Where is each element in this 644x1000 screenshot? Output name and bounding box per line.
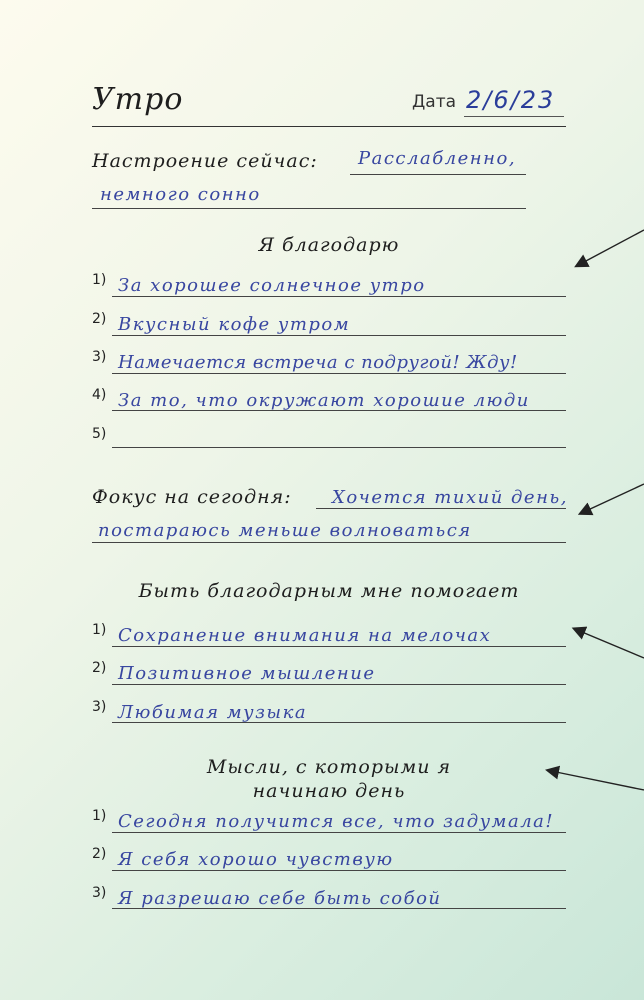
thoughts-title-line1: Мысли, с которыми я: [206, 756, 452, 778]
date-value: 2/6/23: [466, 86, 556, 114]
thoughts-item-3: Я разрешаю себе быть собой: [118, 888, 442, 909]
gratitude-item-3: Намечается встреча с подругой! Жду!: [118, 352, 518, 373]
date-label: Дата: [412, 92, 457, 112]
helpers-num-3: 3): [92, 699, 107, 715]
gratitude-num-5: 5): [92, 426, 107, 442]
arrow-helpers-icon: [582, 632, 644, 658]
thoughts-num-1: 1): [92, 808, 107, 824]
arrow-gratitude-icon: [584, 230, 644, 262]
mood-value-line1: Расслабленно,: [358, 148, 517, 169]
helpers-item-3: Любимая музыка: [118, 702, 308, 723]
gratitude-title: Я благодарю: [258, 234, 400, 256]
arrow-focus-icon: [588, 484, 644, 510]
arrow-thoughts-icon: [556, 772, 644, 790]
gratitude-item-2: Вкусный кофе утром: [118, 314, 351, 335]
gratitude-num-1: 1): [92, 272, 107, 288]
helpers-item-1: Сохранение внимания на мелочах: [118, 625, 492, 646]
gratitude-num-4: 4): [92, 387, 107, 403]
focus-value-line2: постараюсь меньше волноваться: [98, 520, 472, 541]
thoughts-item-1: Сегодня получится все, что задумала!: [118, 811, 555, 832]
helpers-num-2: 2): [92, 660, 107, 676]
gratitude-item-4: За то, что окружают хорошие люди: [118, 390, 530, 411]
page-title: Утро: [92, 82, 184, 117]
thoughts-item-2: Я себя хорошо чувствую: [118, 849, 394, 870]
thoughts-num-2: 2): [92, 846, 107, 862]
thoughts-title-line2: начинаю день: [252, 780, 406, 802]
gratitude-item-1: За хорошее солнечное утро: [118, 275, 426, 296]
helpers-num-1: 1): [92, 622, 107, 638]
gratitude-num-2: 2): [92, 311, 107, 327]
gratitude-num-3: 3): [92, 349, 107, 365]
focus-label: Фокус на сегодня:: [92, 486, 292, 508]
mood-label: Настроение сейчас:: [92, 150, 318, 172]
thoughts-num-3: 3): [92, 885, 107, 901]
focus-value-line1: Хочется тихий день,: [332, 487, 568, 508]
helpers-title: Быть благодарным мне помогает: [138, 580, 520, 602]
helpers-item-2: Позитивное мышление: [118, 663, 376, 684]
mood-value-line2: немного сонно: [100, 184, 261, 205]
